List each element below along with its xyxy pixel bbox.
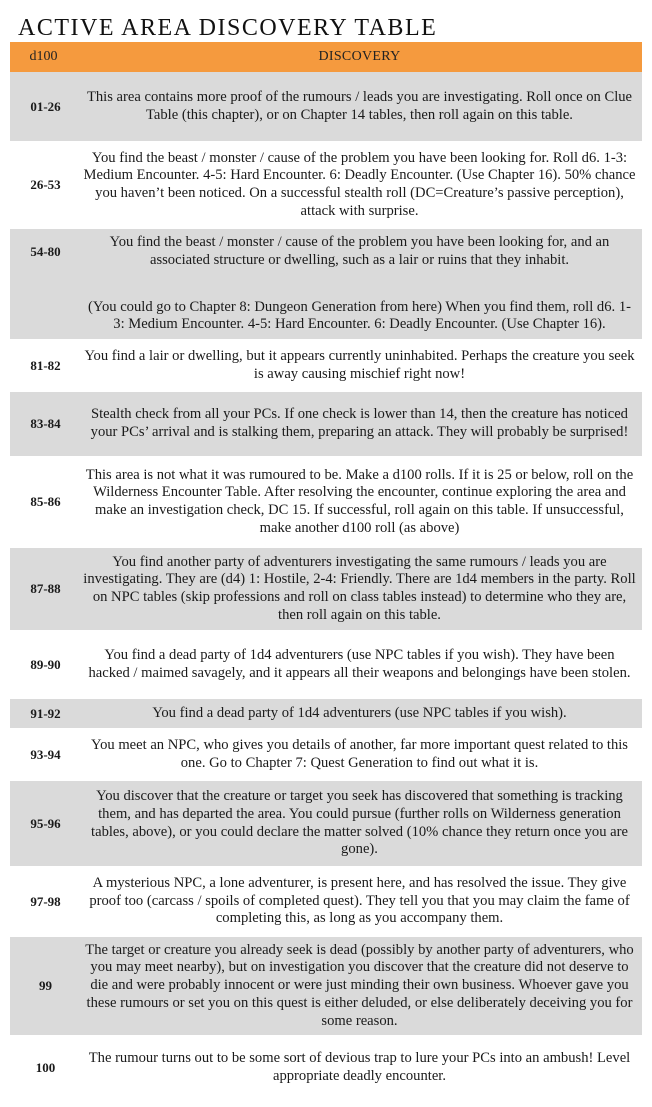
discovery-text: Stealth check from all your PCs. If one check is lower than 14, then the creature has noticed your PCs’ arrival and is stalking them, preparing an attack. They will probably be surprised! <box>90 406 629 440</box>
table-row <box>10 699 642 733</box>
discovery-text: This area is not what it was rumoured to be. Make a d100 rolls. If it is 25 or below, roll on the Wilderness Encounter Table. After resolving the encounter, continue exploring the area and make an investigation check, DC 15. If successful, roll again on this table. If unsuccessful, make another d100 roll (as above) <box>85 466 634 536</box>
page-title: ACTIVE AREA DISCOVERY TABLE <box>18 15 438 41</box>
table-header <box>10 42 642 72</box>
table-row <box>10 781 642 871</box>
table-row <box>10 937 642 1040</box>
discovery-text: The rumour turns out to be some sort of devious trap to lure your PCs into an ambush! Level appropriate deadly encounter. <box>88 1050 631 1084</box>
roll-range: 91-92 <box>30 705 61 721</box>
roll-range: 89-90 <box>30 656 61 672</box>
discovery-text: You find the beast / monster / cause of the problem you have been looking for, and an associated structure or dwelling, such as a lair or ruins that they inhabit. (You could go to Chapter 8: Dungeon Generation from here) When you find them, roll d6. 1-3: Medium Encounter. 4-5: Hard Encounter. 6: Deadly Encounter. (Use Chapter 16). <box>88 234 631 333</box>
table-row <box>10 635 642 699</box>
roll-range: 83-84 <box>30 416 61 431</box>
roll-range: 81-82 <box>30 357 61 373</box>
discovery-text: You meet an NPC, who gives you details of another, far more important quest related to this one. Go to Chapter 7: Quest Generation to find out what it is. <box>91 736 628 771</box>
roll-range: 87-88 <box>30 581 61 596</box>
table-row <box>10 733 642 781</box>
roll-range: 97-98 <box>30 893 61 909</box>
table-row <box>10 871 642 937</box>
header-discovery: DISCOVERY <box>318 49 401 64</box>
discovery-text: A mysterious NPC, a lone adventurer, is present here, and has resolved the issue. They give proof too (carcass / spoils of completed quest). They tell you that you may claim the fame of completing this, as long as you accompany them. <box>89 874 630 927</box>
discovery-text: You find a dead party of 1d4 adventurers (use NPC tables if you wish). <box>152 704 567 721</box>
discovery-text: You find a dead party of 1d4 adventurers (use NPC tables if you wish). They have been hacked / maimed savagely, and it appears all their weapons and belongings have been stolen. <box>88 646 631 681</box>
roll-range: 26-53 <box>30 177 61 192</box>
roll-range: 01-26 <box>30 98 61 114</box>
discovery-table <box>10 42 642 1096</box>
table-row <box>10 1040 642 1096</box>
table-row <box>10 146 642 229</box>
discovery-text: The target or creature you already seek is dead (possibly by another party of adventurers, who you may meet nearby), but on investigation you discover that the creature did not deserve to die and were probably innocent or were just minding their own business. Whoever gave you these rumours or set you on this quest is either deluded, or else deliberately deceiving you for some reason. <box>85 941 634 1029</box>
discovery-text: You find another party of adventurers investigating the same rumours / leads you are investigating. They are (d4) 1: Hostile, 2-4: Friendly. There are 1d4 members in the party. Roll on NPC tables (skip professions and roll on class tables instead) to determine who they are, then roll again on this table. <box>83 553 636 623</box>
roll-range: 93-94 <box>30 746 61 762</box>
table-row <box>10 392 642 461</box>
discovery-text: You find a lair or dwelling, but it appears currently uninhabited. Perhaps the creature you seek is away causing mischief right now! <box>84 347 635 382</box>
roll-range: 95-96 <box>30 815 61 831</box>
table-row <box>10 344 642 392</box>
header-d100: d100 <box>29 49 58 64</box>
table-row <box>10 461 642 548</box>
roll-range: 85-86 <box>30 494 61 509</box>
discovery-text: You discover that the creature or target you seek has discovered that something is tracking them, and has departed the area. You could pursue (further rolls on Wilderness generation tables, above), or you could declare the matter solved (10% chance they return once you are gone). <box>91 788 628 858</box>
roll-range: 99 <box>39 978 52 993</box>
discovery-text: You find the beast / monster / cause of the problem you have been looking for. Roll d6. 1-3: Medium Encounter. 4-5: Hard Encounter. 6: Deadly Encounter. (Use Chapter 16). 50% chance you haven’t been noticed. On a successful stealth roll (DC=Creature’s passive perception), attack with surprise. <box>83 149 636 219</box>
discovery-text: This area contains more proof of the rumours / leads you are investigating. Roll once on Clue Table (this chapter), or on Chapter 14 tables, then roll again on this table. <box>86 88 633 123</box>
table-row <box>10 72 642 146</box>
roll-range: 54-80 <box>30 244 61 259</box>
table-row <box>10 548 642 635</box>
table-row <box>10 229 642 344</box>
roll-range: 100 <box>35 1060 56 1075</box>
